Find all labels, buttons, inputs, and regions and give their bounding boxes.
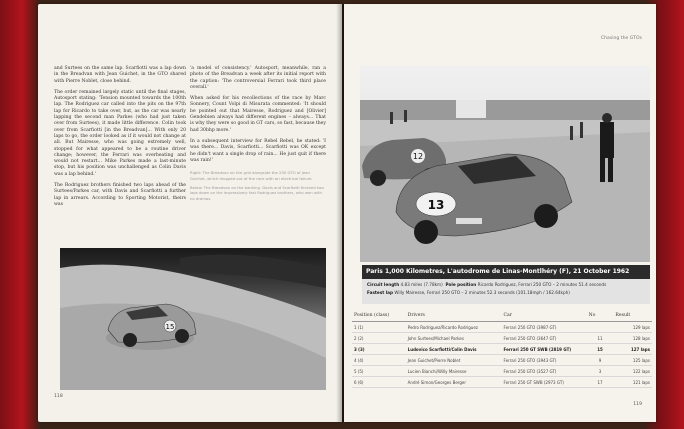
left-page xyxy=(38,4,342,422)
cell-result: 129 laps xyxy=(613,322,652,333)
cell-number: 11 xyxy=(587,333,614,344)
header-drivers: Drivers xyxy=(406,310,502,322)
header-result: Result xyxy=(613,310,652,322)
banking-photo-image xyxy=(60,248,326,390)
table-row xyxy=(352,322,652,333)
table-row xyxy=(352,377,652,388)
paragraph: 'a model of consistency.' Autosport, meanwhile, ran a photo of the Breadvan a week after its initial report with the caption: 'The controversial Ferrari took third place overall.' xyxy=(190,66,326,90)
circuit-label: Circuit length xyxy=(367,282,400,287)
paragraph: The order remained largely static until the final stages, Autosport stating: 'Tension mounted towards the 100th lap. The Rodriguez car called into the pits on the 97th lap for Ricardo to take over, but, as the car was nearly lapping the second man Parkes (who had just taken over from Surtees), it made little difference. Colin took over from Scarfiotti [in the Breadvan]... With only 20 laps to go, the order looked as if it would not change at all. But Mairesse, who was going extremely well, stopped for what appeared to be a routine driver change; however, the Ferrari was overheating and would not restart... Mike Parkes made a last-minute stop, but his position was unchallenged as Colin Davis was a lap behind.' xyxy=(54,89,186,177)
header-car: Car xyxy=(502,310,587,322)
paragraph: The Rodriguez brothers finished two laps ahead of the Surtees/Parkes car, with Davis and Scarfiotti a further lap in arrears. According to Sporting Motorist, theirs was xyxy=(54,183,186,207)
cell-result: 127 laps xyxy=(613,344,652,355)
cell-number: 9 xyxy=(587,355,614,366)
table-row xyxy=(352,355,652,366)
text-column-1 xyxy=(54,66,186,213)
cell-car: Ferrari 250 GT SWB (2819 GT) xyxy=(502,344,587,355)
text-column-2 xyxy=(190,66,326,201)
cell-position: 1 (1) xyxy=(352,322,406,333)
table-row xyxy=(352,366,652,377)
cell-position: 3 (3) xyxy=(352,344,406,355)
cell-car: Ferrari 250 GTO (3987 GT) xyxy=(502,322,587,333)
photo-caption: Right: The Breadvan on the grid alongside the 250 GTO of Jean Guichet, which dropped out of the race with an electrical failure. xyxy=(190,170,313,181)
cell-position: 6 (6) xyxy=(352,377,406,388)
car-number: 15 xyxy=(165,323,175,331)
pole-value: Ricardo Rodriguez, Ferrari 250 GTO – 2 minutes 51.4 seconds xyxy=(477,282,607,287)
photo-caption: Below: The Breadvan on the banking. Davis and Scarfiotti finished two laps down on the impressively fast Rodriguez brothers, who won with no dramas. xyxy=(190,184,324,201)
grid-photo xyxy=(360,66,650,262)
page-number: 118 xyxy=(54,394,63,399)
cell-drivers: Lucien Bianchi/Willy Mairesse xyxy=(406,366,502,377)
cell-result: 121 laps xyxy=(613,377,652,388)
cell-number: 17 xyxy=(587,377,614,388)
pole-label: Pole position xyxy=(445,282,477,287)
paragraph: When asked for his recollections of the race by Marc Sonnery, Count Volpi di Misurata commented: 'It should be pointed out that Mairesse, Rodriguez and [Olivier] Gendebien always had different engines – always... That is why they were so good in GT cars, so fast, because they had 30bhp more.' xyxy=(190,96,326,133)
cell-number: 3 xyxy=(587,366,614,377)
paragraph: In a subsequent interview for Rebel Rebel, he stated: 'I was there... Davis, Scarfiotti... Scarfiotti was OK except he didn't want a single drop of rain... He just quit if there was rain!' xyxy=(190,138,326,163)
circuit-value: 4.83 miles (7.78km) xyxy=(400,282,443,287)
results-table xyxy=(352,310,652,388)
fastest-lap-label: Fastest lap xyxy=(367,290,393,295)
right-page xyxy=(344,4,656,422)
grid-photo-image xyxy=(360,66,650,262)
running-head: Chasing the GTOs xyxy=(600,36,642,41)
header-number: No xyxy=(587,310,614,322)
banking-photo xyxy=(60,248,326,390)
cell-number xyxy=(587,322,614,333)
cell-result: 128 laps xyxy=(613,333,652,344)
cell-drivers: John Surtees/Michael Parkes xyxy=(406,333,502,344)
cell-drivers: André Simon/Georges Berger xyxy=(406,377,502,388)
cell-car: Ferrari 250 GT SWB (2973 GT) xyxy=(502,377,587,388)
cell-drivers: Jean Guichet/Pierre Noblet xyxy=(406,355,502,366)
cell-car: Ferrari 250 GTO (3647 GT) xyxy=(502,333,587,344)
car-number: 12 xyxy=(412,152,424,161)
cell-number: 15 xyxy=(587,344,614,355)
race-info xyxy=(362,279,650,304)
table-header-row xyxy=(352,310,652,322)
cell-car: Ferrari 250 GTO (3527 GT) xyxy=(502,366,587,377)
fastest-lap-value: Willy Mairesse, Ferrari 250 GTO – 2 minutes 52.3 seconds (101.18mph / 162.64kph) xyxy=(394,290,570,295)
cell-drivers: Pedro Rodriguez/Ricardo Rodriguez xyxy=(406,322,502,333)
car-number: 13 xyxy=(427,198,445,212)
table-row-highlighted xyxy=(352,344,652,355)
cell-position: 5 (5) xyxy=(352,366,406,377)
race-title: Paris 1,000 Kilometres, L'autodrome de Linas-Montlhéry (F), 21 October 1962 xyxy=(362,265,650,279)
header-position: Position (class) xyxy=(352,310,406,322)
page-number: 119 xyxy=(633,402,642,407)
cell-position: 4 (4) xyxy=(352,355,406,366)
cell-position: 2 (2) xyxy=(352,333,406,344)
table-row xyxy=(352,333,652,344)
cell-car: Ferrari 250 GTO (3943 GT) xyxy=(502,355,587,366)
cell-drivers: Ludovico Scarfiotti/Colin Davis xyxy=(406,344,502,355)
paragraph: and Surtees on the same lap. Scarfiotti was a lap down in the Breadvan with Jean Guichet, in the GTO shared with Pierre Noblet, close behind. xyxy=(54,66,186,84)
cell-result: 125 laps xyxy=(613,355,652,366)
cell-result: 122 laps xyxy=(613,366,652,377)
